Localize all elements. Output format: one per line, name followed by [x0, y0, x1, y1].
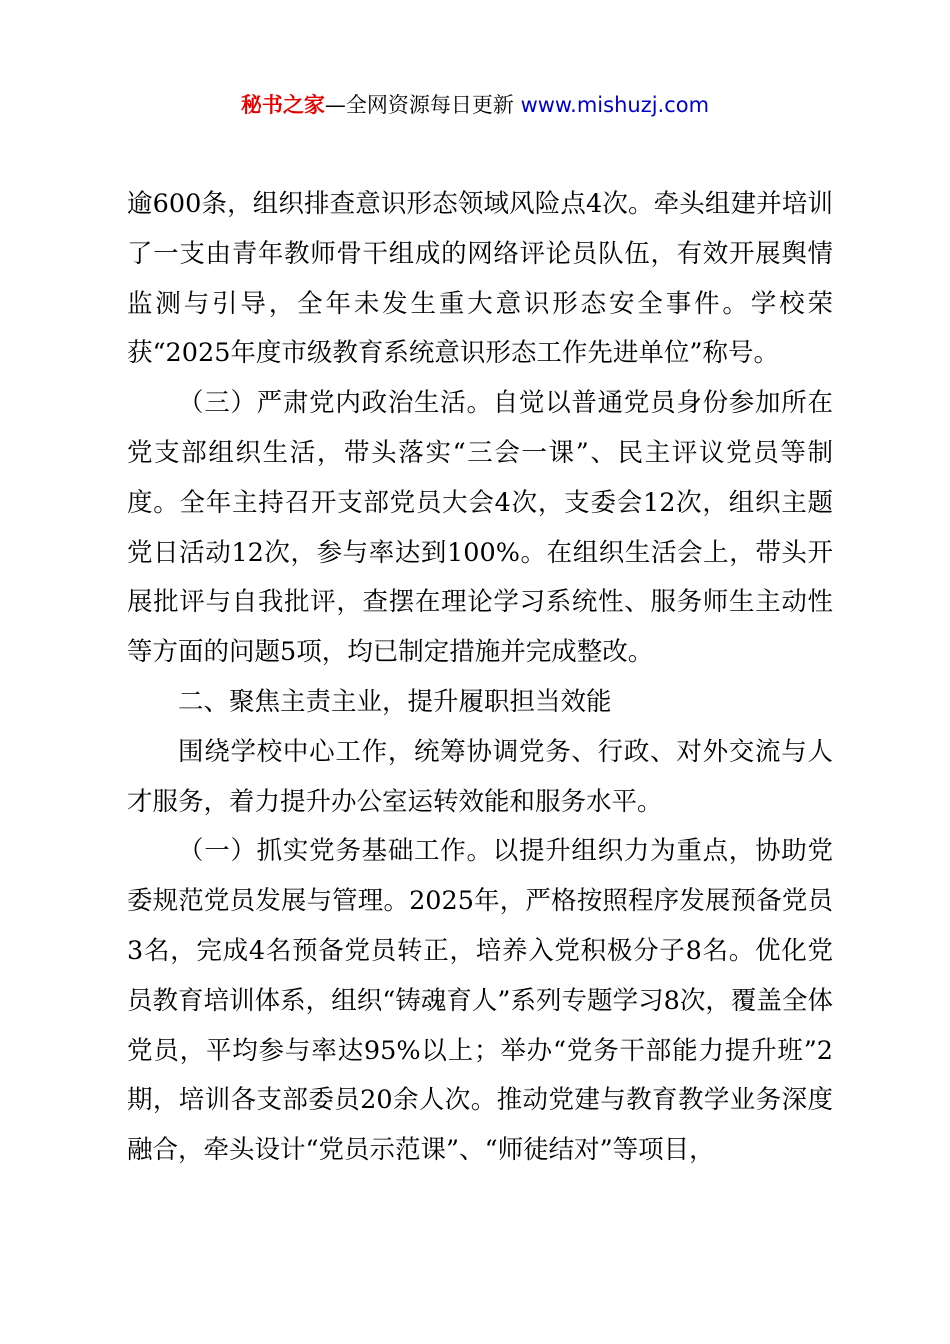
section-heading-two: 二、聚焦主责主业，提升履职担当效能 [178, 686, 612, 717]
document-body [127, 180, 833, 1176]
header-tagline: —全网资源每日更新 [324, 93, 514, 117]
paragraph-section-intro: 围绕学校中心工作，统筹协调党务、行政、对外交流与人才服务，着力提升办公室运转效能和服务水平。 [127, 736, 833, 817]
site-url-link[interactable]: www.mishuzj.com [520, 93, 710, 117]
brand-name: 秘书之家 [240, 93, 325, 117]
paragraph-subsection-one: （一）抓实党务基础工作。以提升组织力为重点，协助党委规范党员发展与管理。2025年，严格按照程序发展预备党员3名，完成4名预备党员转正，培养入党积极分子8名。优化党员教育培训体系，组织“铸魂育人”系列专题学习8次，覆盖全体党员，平均参与率达95%以上；举办“党务干部能力提升班”2期，培训各支部委员20余人次。推动党建与教育教学业务深度融合，牵头设计“党员示范课”、“师徒结对”等项目， [127, 836, 833, 1166]
page-header [0, 88, 950, 122]
paragraph-section-three: （三）严肃党内政治生活。自觉以普通党员身份参加所在党支部组织生活，带头落实“三会一课”、民主评议党员等制度。全年主持召开支部党员大会4次，支委会12次，组织主题党日活动12次，参与率达到100%。在组织生活会上，带头开展批评与自我批评，查摆在理论学习系统性、服务师生主动性等方面的问题5项，均已制定措施并完成整改。 [127, 388, 833, 668]
paragraph-continuation: 逾600条，组织排查意识形态领域风险点4次。牵头组建并培训了一支由青年教师骨干组成的网络评论员队伍，有效开展舆情监测与引导，全年未发生重大意识形态安全事件。学校荣获“2025年度市级教育系统意识形态工作先进单位”称号。 [127, 189, 833, 369]
